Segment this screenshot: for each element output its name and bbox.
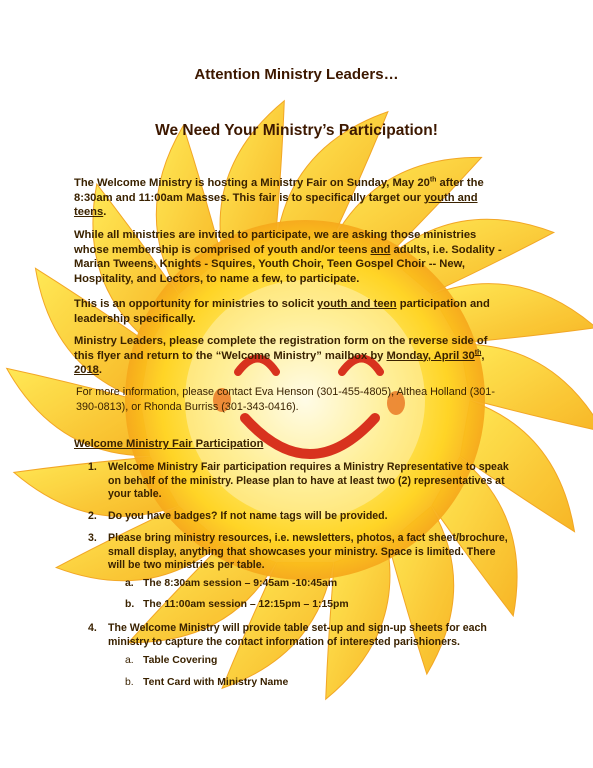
list-item: Please bring ministry resources, i.e. newsletters, photos, a fact sheet/brochure, small display, anything that showcases your ministry. Space is limited. There will be two ministries per table. [108, 532, 508, 571]
list-number: 1. [88, 461, 97, 473]
list-item: Do you have badges? If not name tags will be provided. [108, 510, 388, 522]
registration-paragraph: Ministry Leaders, please complete the registration form on the reverse side of this flyer and return to the “Welcome Ministry” mailbox by Monday, April 30th, 2018. [74, 335, 488, 376]
list-number: 3. [88, 532, 97, 544]
sub-list-item: The 11:00am session – 12:15pm – 1:15pm [143, 599, 349, 610]
participation-heading: We Need Your Ministry’s Participation! [155, 122, 438, 139]
list-number: 4. [88, 622, 97, 634]
invitation-paragraph: While all ministries are invited to participate, we are asking those ministries whose membership is comprised of youth and/or teens and adults, i.e. Sodality - Marian Tweens, Knights - Squires, Youth Choir, Teen Gospel Choir -- New, Hospitality, and Lectors, to name a few, to participate. [74, 229, 502, 285]
sub-list-letter: a. [125, 578, 134, 589]
list-item: The Welcome Ministry will provide table set-up and sign-up sheets for each ministry to capture the contact information of interested parishioners. [108, 622, 487, 648]
sub-list-letter: b. [125, 599, 135, 610]
list-item: Welcome Ministry Fair participation requires a Ministry Representative to speak on behalf of the ministry. Please plan to have at least two (2) representatives at your table. [108, 461, 509, 500]
opportunity-paragraph: This is an opportunity for ministries to solicit youth and teen participation and leadership specifically. [74, 298, 490, 325]
sub-list-letter: a. [125, 655, 134, 666]
attention-heading: Attention Ministry Leaders… [194, 66, 399, 83]
sub-list-letter: b. [125, 677, 134, 688]
list-number: 2. [88, 510, 97, 522]
fair-announcement-paragraph: The Welcome Ministry is hosting a Ministry Fair on Sunday, May 20th after the 8:30am and 11:00am Masses. This fair is to specifically target our youth and teens. [74, 176, 484, 218]
sub-list-item: Tent Card with Ministry Name [143, 677, 289, 688]
sub-list-item: The 8:30am session – 9:45am -10:45am [143, 578, 338, 589]
sub-list-item: Table Covering [143, 655, 218, 666]
section-title: Welcome Ministry Fair Participation [74, 438, 264, 450]
contact-paragraph: For more information, please contact Eva Henson (301-455-4805), Althea Holland (301- 390-0813), or Rhonda Burriss (301-343-0416). [76, 386, 495, 413]
